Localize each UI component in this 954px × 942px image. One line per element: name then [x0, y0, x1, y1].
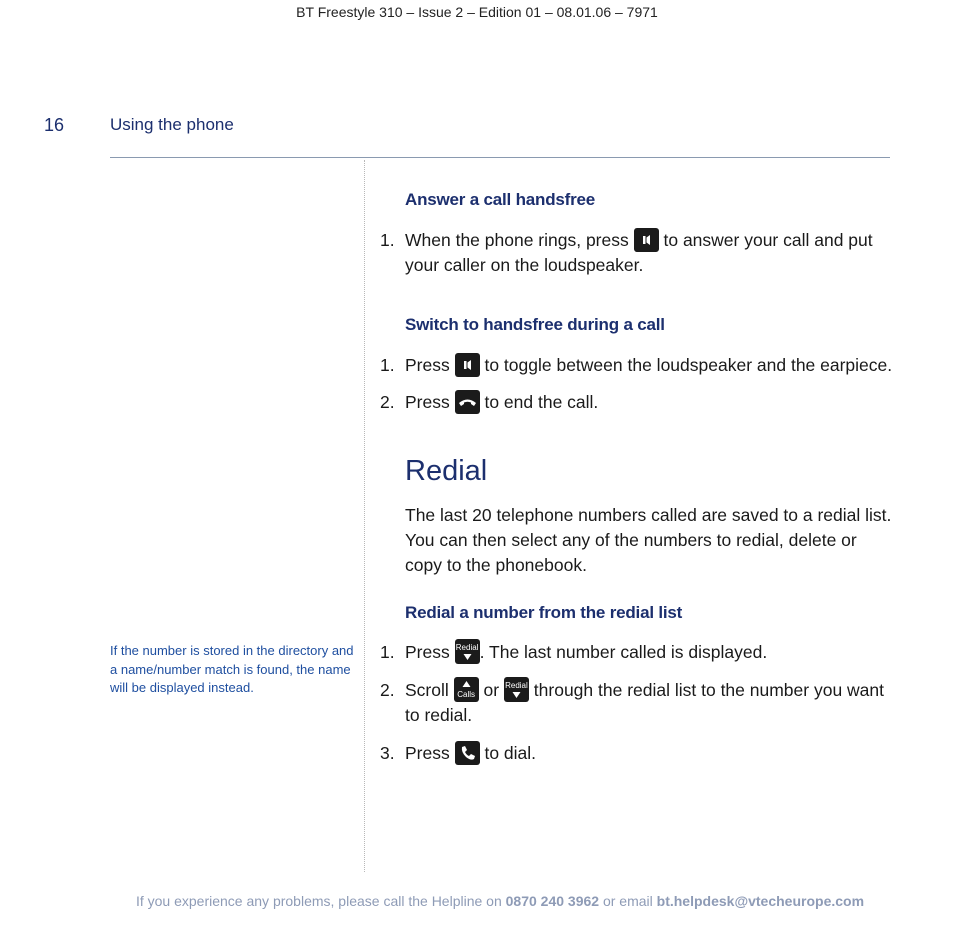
column-divider: [364, 160, 365, 872]
section-title: Using the phone: [110, 115, 234, 134]
switch-handsfree-heading: Switch to handsfree during a call: [405, 315, 665, 334]
step-number: 1.: [380, 230, 395, 250]
step-text: . The last number called is displayed.: [479, 642, 768, 662]
step-text: to answer your call and put your caller on the loudspeaker.: [405, 230, 873, 275]
calls-up-key-icon: [454, 677, 479, 702]
step-text: to toggle between the loudspeaker and the earpiece.: [479, 355, 893, 375]
handsfree-key-icon: [455, 353, 480, 377]
step-text: When the phone rings, press: [405, 230, 629, 250]
key-label: Redial: [505, 681, 528, 691]
answer-handsfree-heading: Answer a call handsfree: [405, 190, 596, 209]
redial-down-key-icon: [455, 639, 480, 664]
step-text: Press: [405, 743, 450, 763]
footer-text: If you experience any problems, please call the Helpline on: [135, 893, 506, 909]
step-text: or: [478, 680, 504, 700]
helpline-footer: [0, 893, 954, 909]
step-number: 2.: [380, 392, 395, 412]
talk-key-icon: [455, 741, 480, 765]
key-label: Calls: [457, 690, 476, 700]
step-text: Press: [405, 642, 450, 662]
step-number: 2.: [380, 680, 395, 700]
helpdesk-email: bt.helpdesk@vtecheurope.com: [656, 893, 865, 909]
step-text: through the redial list to the number you want to redial.: [405, 680, 885, 725]
redial-title: Redial: [405, 455, 488, 487]
page-number: 16: [44, 115, 65, 135]
document-id-header: BT Freestyle 310 – Issue 2 – Edition 01 – 08.01.06 – 7971: [296, 4, 658, 20]
handsfree-key-icon: [634, 228, 659, 252]
helpline-phone: 0870 240 3962: [505, 893, 600, 909]
header-divider: [110, 157, 890, 158]
redial-intro: The last 20 telephone numbers called are saved to a redial list. You can then select any of the numbers to redial, delete or copy to the phonebook.: [405, 505, 892, 575]
step-text: Scroll: [405, 680, 449, 700]
step-number: 1.: [380, 642, 395, 662]
redial-down-key-icon: [504, 677, 529, 702]
key-label: Redial: [455, 643, 479, 653]
end-call-key-icon: [455, 390, 480, 414]
redial-subheading: Redial a number from the redial list: [405, 603, 683, 622]
sidebar-note: If the number is stored in the directory and a name/number match is found, the name will be displayed instead.: [110, 643, 354, 695]
step-text: Press: [405, 392, 450, 412]
step-text: to end the call.: [479, 392, 599, 412]
step-number: 1.: [380, 355, 395, 375]
step-number: 3.: [380, 743, 395, 763]
step-text: to dial.: [479, 743, 537, 763]
footer-text: or email: [599, 893, 657, 909]
step-text: Press: [405, 355, 450, 375]
